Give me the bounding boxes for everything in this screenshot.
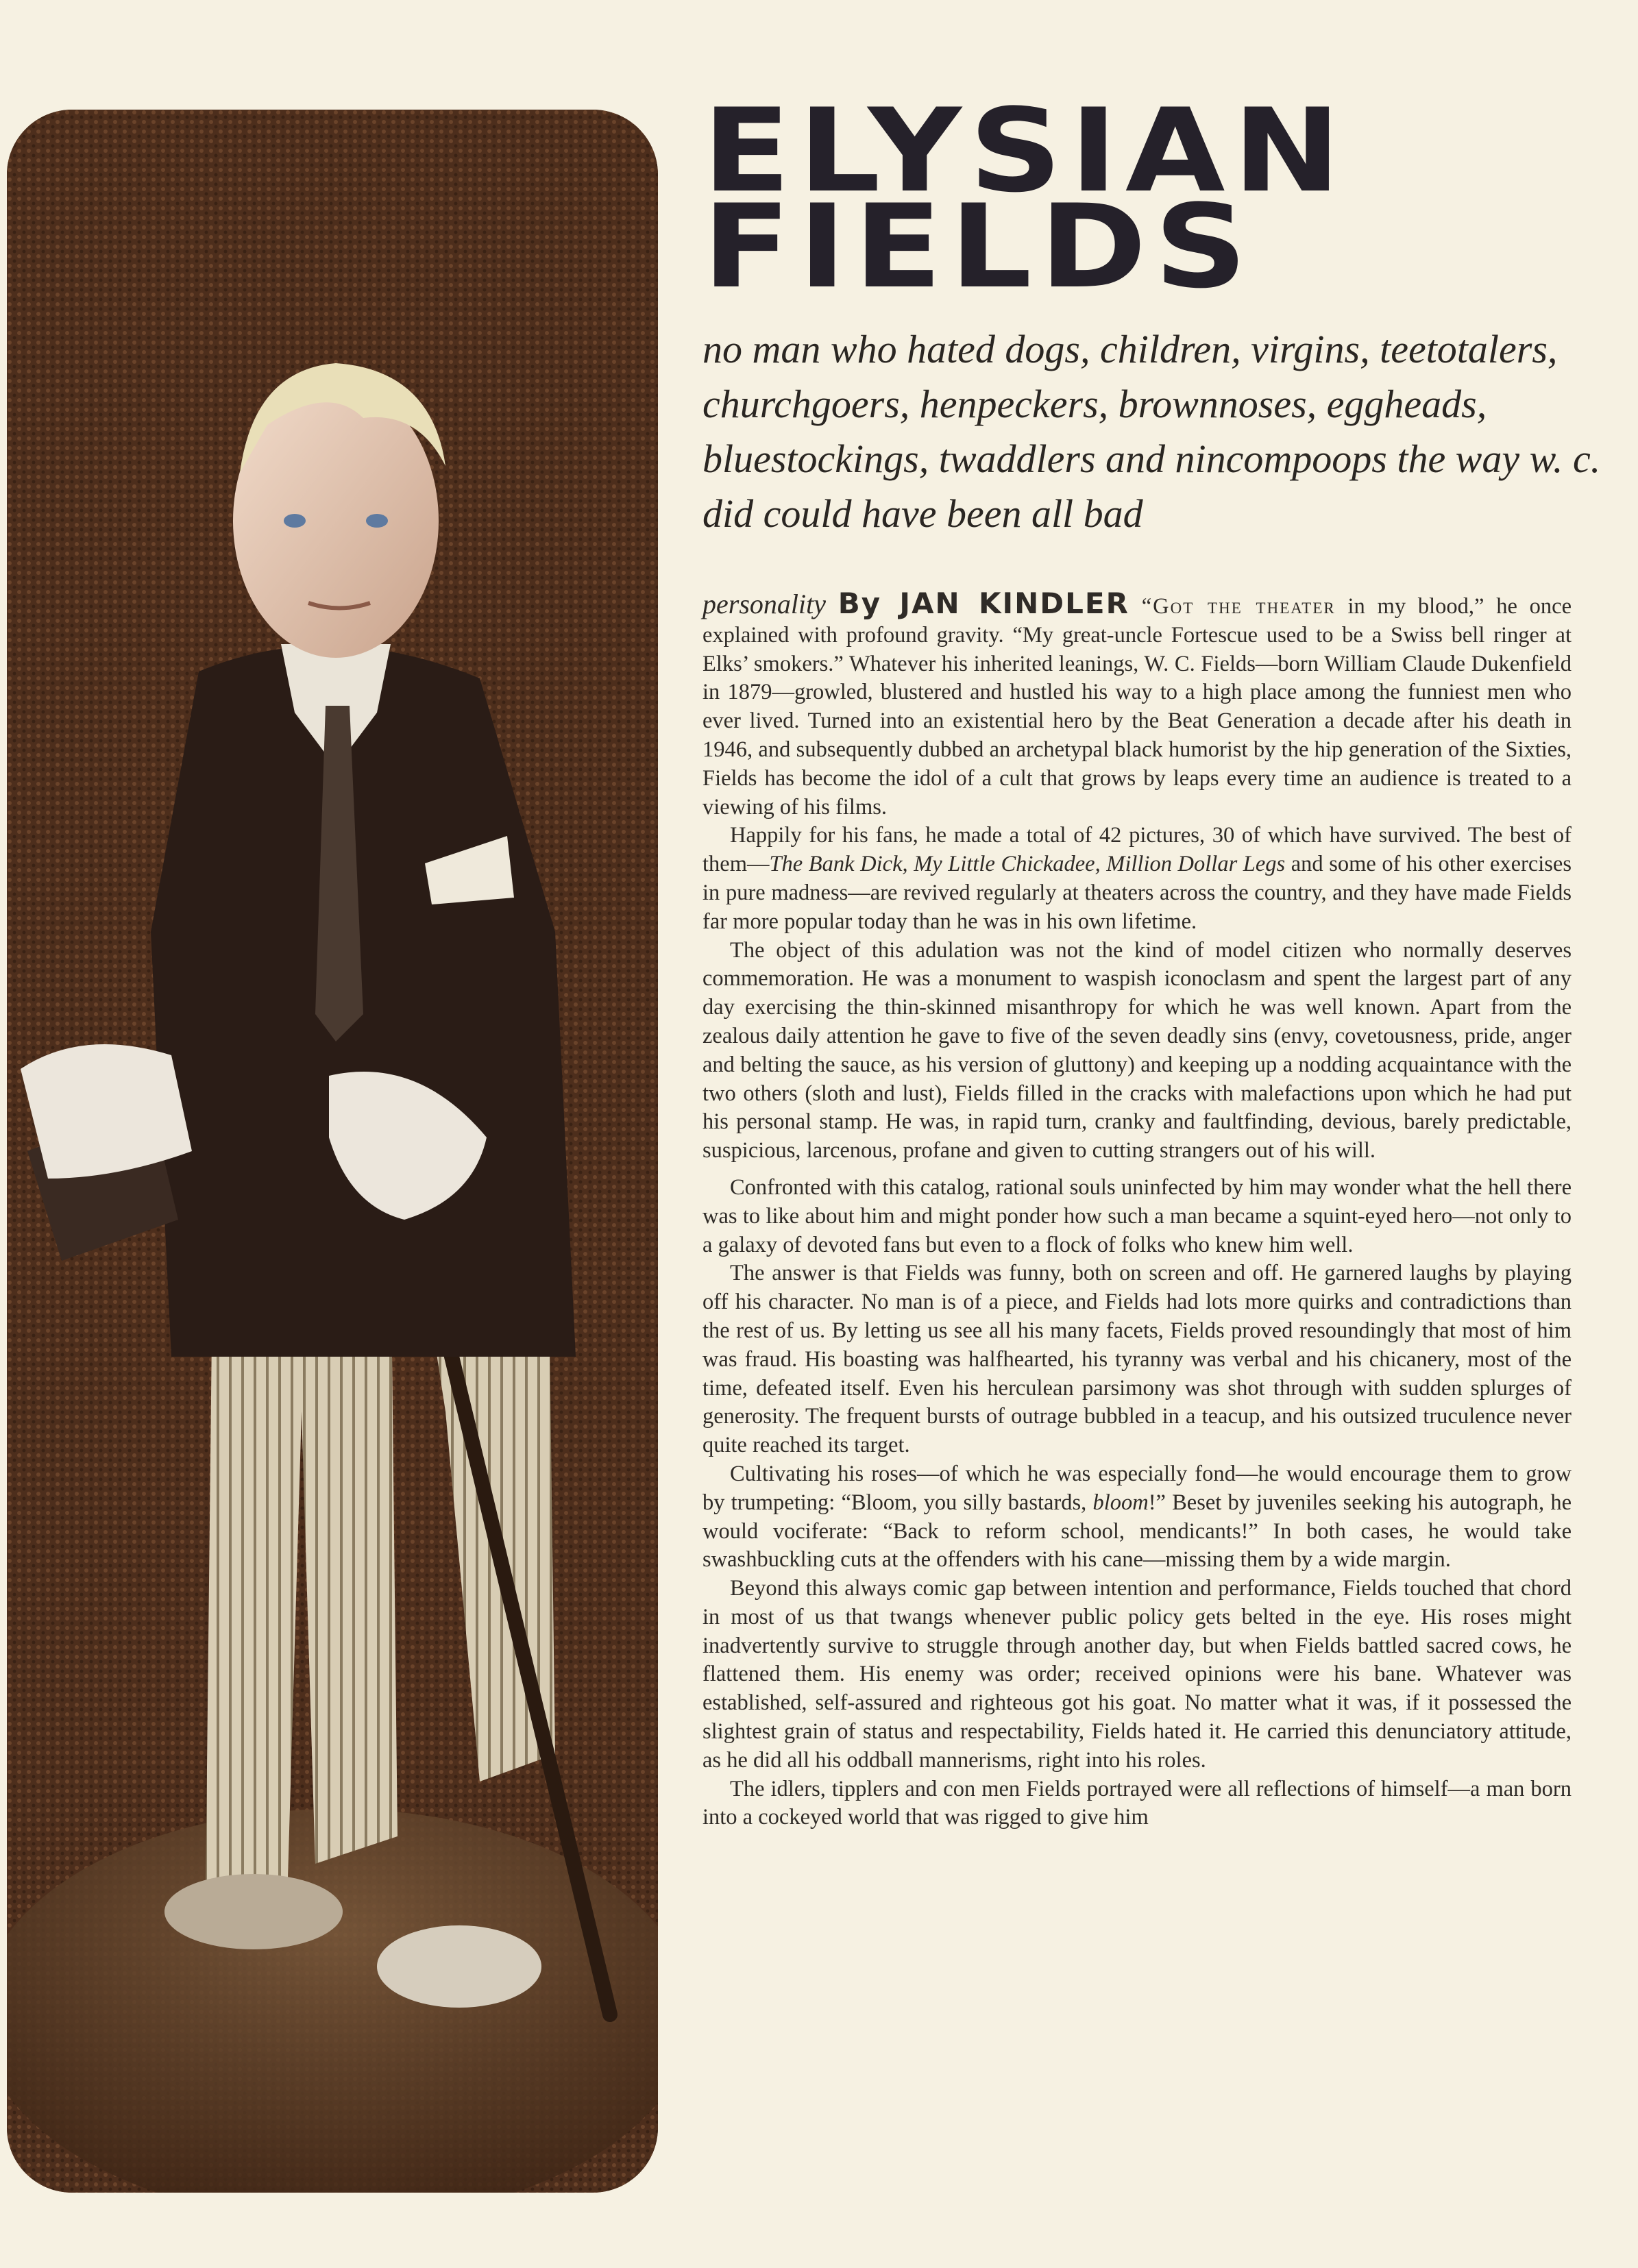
floor-shading (7, 1809, 658, 2193)
article-paragraph-6 (702, 1460, 1572, 1575)
portrait-svg (7, 110, 658, 2193)
left-eye (284, 514, 306, 528)
dek-subtitle: no man who hated dogs, children, virgins, teetotalers, churchgoers, henpeckers, brownnoses, eggheads, bluestockings, twaddlers and nincompoops the way w. c. did could have been all bad (702, 327, 1601, 536)
paragraph-2-text-a: Happily for his fans, he made a total of 42 pictures, 30 of which have survived. The best of them— (702, 823, 1572, 877)
article-paragraph-7: Beyond this always comic gap between intention and performance, Fields touched that chord in most of us that twangs whenever public policy gets belted in the eye. His roses might inadvertently survive to struggle through another day, but when Fields battled sacred cows, he flattened them. His enemy was order; received opinions were his bane. Whatever was established, self-assured and righteous got his goat. No matter what it was, if it possessed the slightest grain of status and respectability, Fields hated it. He carried this denunciatory attitude, as he did all his oddball mannerisms, right into his roles. (702, 1576, 1572, 1773)
bloom-emphasis: bloom (1092, 1490, 1149, 1515)
portrait-illustration (7, 110, 658, 2193)
lead-in: “Got the theater (1141, 594, 1336, 619)
article-paragraph-3: The object of this adulation was not the kind of model citizen who normally deserves commemoration. He was a monument to waspish iconoclasm and spent the largest part of any day exercising the thin-skinned misanthropy for which he was well known. Apart from the zealous daily attention he gave to five of the seven deadly sins (envy, covetousness, pride, anger and belting the sauce, as his version of gluttony) and keeping up a nodding acquaintance with the two others (sloth and lust), Fields filled in the cracks with malefactions upon which he had put his personal stamp. He was, in rapid turn, cranky and faultfinding, devious, barely predictable, suspicious, larcenous, profane and given to cutting strangers out of his will. (702, 937, 1572, 1163)
headline-line-2: FIELDS (702, 180, 1255, 314)
article-paragraph-1 (702, 589, 1572, 822)
kicker: personality (702, 589, 826, 619)
article-paragraph-5: The answer is that Fields was funny, both on screen and off. He garnered laughs by playing off his character. No man is of a piece, and Fields had lots more quirks and contradictions than the rest of us. By letting us see all his many facets, Fields proved resoundingly that most of him was fraud. His boasting was halfhearted, his tyranny was verbal and his chicanery, most of the time, defeated itself. Even his herculean parsimony was shot through with sudden splurges of generosity. The frequent bursts of outrage bubbled in a teacup, and his outsized truculence never quite reached its target. (702, 1261, 1572, 1458)
right-shoe (377, 1925, 541, 2008)
paragraph-2-text-b: and some of his other exercises in pure madness—are revived regularly at theaters across the country, and they have made Fields far more popular today than he was in his own lifetime. (702, 852, 1572, 934)
left-glove (21, 1044, 192, 1179)
article-paragraph-8: The idlers, tipplers and con men Fields portrayed were all reflections of himself—a man born into a cockeyed world that was rigged to give him (702, 1776, 1572, 1830)
article-paragraph-4: Confronted with this catalog, rational souls uninfected by him may wonder what the hell there was to like about him and might ponder how such a man became a squint-eyed hero—not only to a galaxy of devoted fans but even to a flock of folks who knew him well. (702, 1174, 1572, 1257)
article-paragraph-2 (702, 822, 1572, 936)
right-eye (366, 514, 388, 528)
paragraph-6-text-b: !” Beset by juveniles seeking his autograph, he would vociferate: “Back to reform school, mendicants!” In both cases, he would take swashbuckling cuts at the offenders with his cane—missing them by a wide margin. (702, 1490, 1572, 1573)
article-body (702, 589, 1572, 1832)
headline (702, 84, 1638, 314)
byline: By JAN KINDLER (838, 587, 1129, 620)
headline-line-1: ELYSIAN (702, 84, 1349, 218)
paragraph-1-text: in my blood,” he once explained with profound gravity. “My great-uncle Fortescue used to be a Swiss bell ringer at Elks’ smokers.” Whatever his inherited leanings, W. C. Fields—born William Claude Dukenfield in 1879—growled, blustered and hustled his way to a high place among the funniest men who ever lived. Turned into an existential hero by the Beat Generation a decade after his death in 1946, and subsequently dubbed an archetypal black humorist by the hip generation of the Sixties, Fields has become the idol of a cult that grows by leaps every time an audience is treated to a viewing of his films. (702, 594, 1572, 819)
left-shoe (164, 1874, 343, 1949)
film-titles: The Bank Dick, My Little Chickadee, Million Dollar Legs (769, 852, 1286, 877)
paragraph-6-text-a: Cultivating his roses—of which he was especially fond—he would encourage them to grow by trumpeting: “Bloom, you silly bastards, (702, 1461, 1572, 1515)
